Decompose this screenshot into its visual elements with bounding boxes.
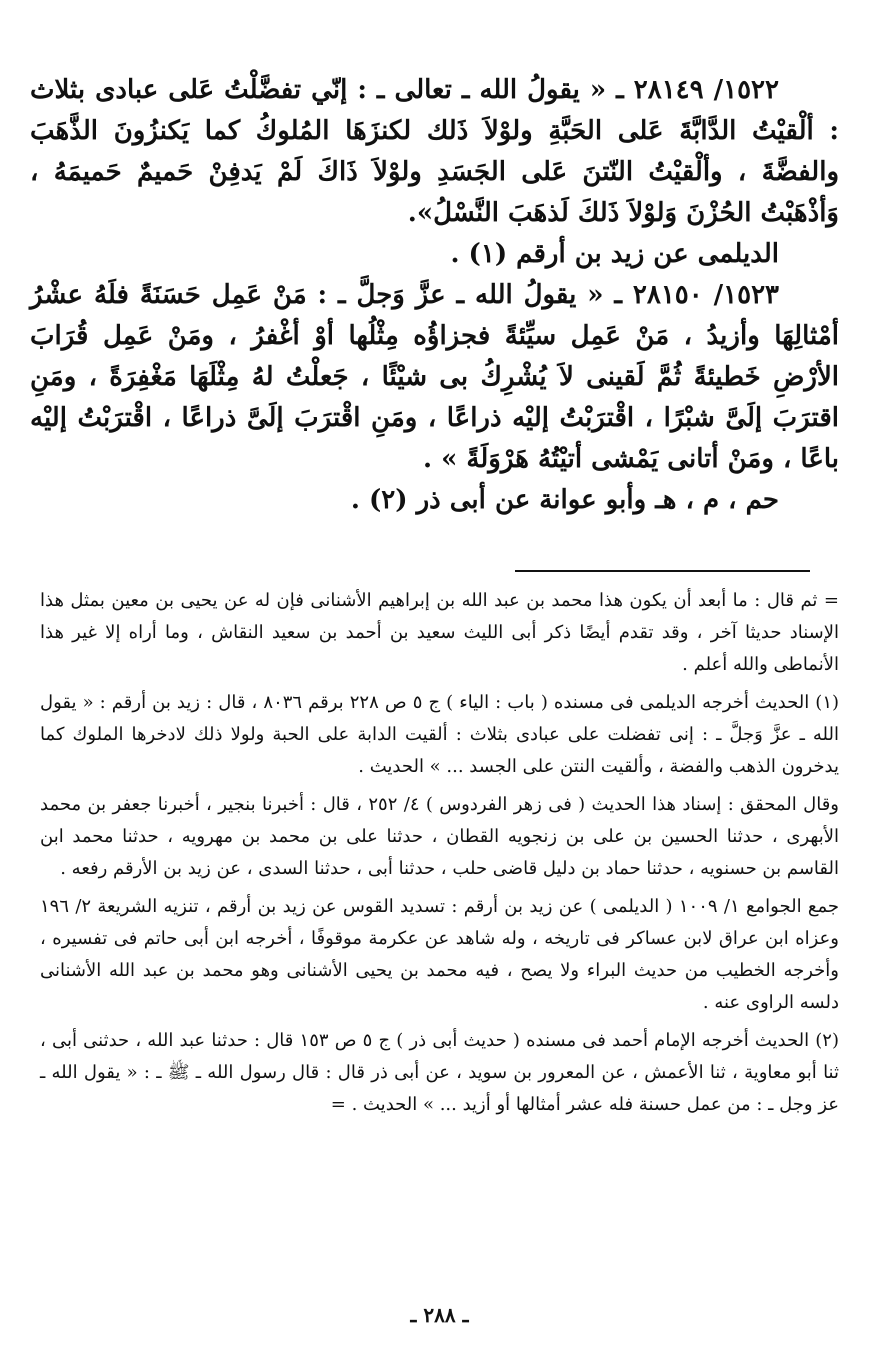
- footnote-1: (١) الحديث أخرجه الديلمى فى مسنده ( باب : الياء ) ج ٥ ص ٢٢٨ برقم ٨٠٣٦ ، قال : زيد بن أرقم : « يقول الله ـ عزَّ وَجلَّ ـ : إنى تفضلت على عبادى بثلاث : ألقيت الدابة على الحبة ولولا ذلك لادخرها الملوك كما يدخرون الذهب والفضة ، وألقيت النتن على الجسد ... » الحديث .: [40, 692, 840, 777]
- footnote-continuation: = ثم قال : ما أبعد أن يكون هذا محمد بن عبد الله بن إبراهيم الأشنانى فإن له عن يحيى بن معين بمثل هذا الإسناد حديثا آخر ، وقد تقدم أيضًا ذكر أبى الليث سعيد بن أحمد بن سعيد النقاش ، وما أراه إلا غير هذا الأنماطى والله أعلم .: [40, 590, 839, 675]
- footnote-2: [40, 1025, 839, 1121]
- hadith-2-number: ١٥٢٣/ ٢٨١٥٠ ـ: [614, 280, 779, 310]
- hadith-1-text: « يقولُ الله ـ تعالى ـ : إنّي تفضَّلْتُ عَلى عبادى بثلاث : ألْقيْتُ الدَّابَّةَ عَلى الحَبَّةِ ولوْلاَ ذَلك لكنزَهَا المُلوكُ كما يَكنزُونَ الذَّهَبَ والفضَّةَ ، وألْقيْتُ النّتنَ عَلى الجَسَدِ ولوْلاَ ذَاكَ لَمْ يَدفِنْ حَميمٌ حَميمَهُ ، وَأذْهَبْتُ الحُزْنَ وَلوْلاَ ذَلكَ لَذهَبَ النَّسْلُ».: [30, 75, 839, 228]
- hadith-2-source: حم ، م ، هـ وأبو عوانة عن أبى ذر (٢) .: [350, 485, 779, 515]
- footnote-2-continue-mark: =: [330, 1094, 346, 1115]
- hadith-2-text: « يقولُ الله ـ عزَّ وَجلَّ ـ : مَنْ عَمِل حَسَنَةً فلَهُ عشْرُ أمْثالِهَا وأزيدُ ، مَنْ عَمِل سيِّئةً فجزاؤُه مِثْلُها أوْ أغْفرُ ، ومَنْ عَمِل قُرَابَ الأرْضِ خَطيئةً ثُمَّ لَقينى لاَ يُشْرِكُ بى شيْئًا ، جَعلْتُ لهُ مِثْلَهَا مَغْفِرَةً ، ومَنِ اقترَبَ إلَىَّ شبْرًا ، اقْترَبْتُ إليْه ذراعًا ، ومَنِ اقْترَبَ إلَىَّ ذراعًا ، اقْترَبْتُ إليْه باعًا ، ومَنْ أتانى يَمْشى أتيْتُهُ هَرْوَلَةً » .: [30, 280, 839, 474]
- hadith-1-number: ١٥٢٢/ ٢٨١٤٩ ـ: [616, 75, 779, 105]
- footnote-1-chain: وقال المحقق : إسناد هذا الحديث ( فى زهر الفردوس ) ٤/ ٢٥٢ ، قال : أخبرنا بنجير ، أخبرنا جعفر بن محمد الأبهرى ، حدثنا الحسين بن على بن زنجويه القطان ، حدثنا على بن محمد بن مهرويه ، حدثنا محمد ابن القاسم بن حسنويه ، حدثنا حماد بن دليل قاضى حلب ، حدثنا أبى ، حدثنا السدى ، عن زيد بن الأرقم رفعه .: [40, 794, 839, 879]
- page-number: ـ ٢٨٨ ـ: [410, 1303, 469, 1327]
- hadith-2: [30, 275, 839, 480]
- footnote-2-text: (٢) الحديث أخرجه الإمام أحمد فى مسنده ( حديث أبى ذر ) ج ٥ ص ١٥٣ قال : حدثنا عبد الله ، حدثنى أبى ، ثنا أبو معاوية ، ثنا الأعمش ، عن المعرور بن سويد ، عن أبى ذر قال : قال رسول الله ـ ﷺ ـ : « يقول الله ـ عز وجل ـ : من عمل حسنة فله عشر أمثالها أو أزيد ... » الحديث .: [40, 1030, 839, 1115]
- footnotes: [40, 585, 839, 1127]
- main-text: [30, 70, 839, 521]
- hadith-1-source: الديلمى عن زيد بن أرقم (١) .: [450, 239, 779, 269]
- footnote-divider: [515, 570, 810, 572]
- footnote-1-sources: جمع الجوامع ١/ ١٠٠٩ ( الديلمى ) عن زيد بن أرقم : تسديد القوس عن زيد بن أرقم ، تنزيه الشريعة ٢/ ١٩٦ وعزاه ابن عراق لابن عساكر فى تاريخه ، وله شاهد عن عكرمة موقوفًا ، أخرجه ابن أبى حاتم فى تفسيره ، وأخرجه الخطيب من حديث البراء ولا يصح ، فيه محمد بن يحيى الأشنانى وهو محمد بن عبد الله الأشنانى دلسه الراوى عنه .: [40, 896, 839, 1013]
- hadith-1: [30, 70, 839, 234]
